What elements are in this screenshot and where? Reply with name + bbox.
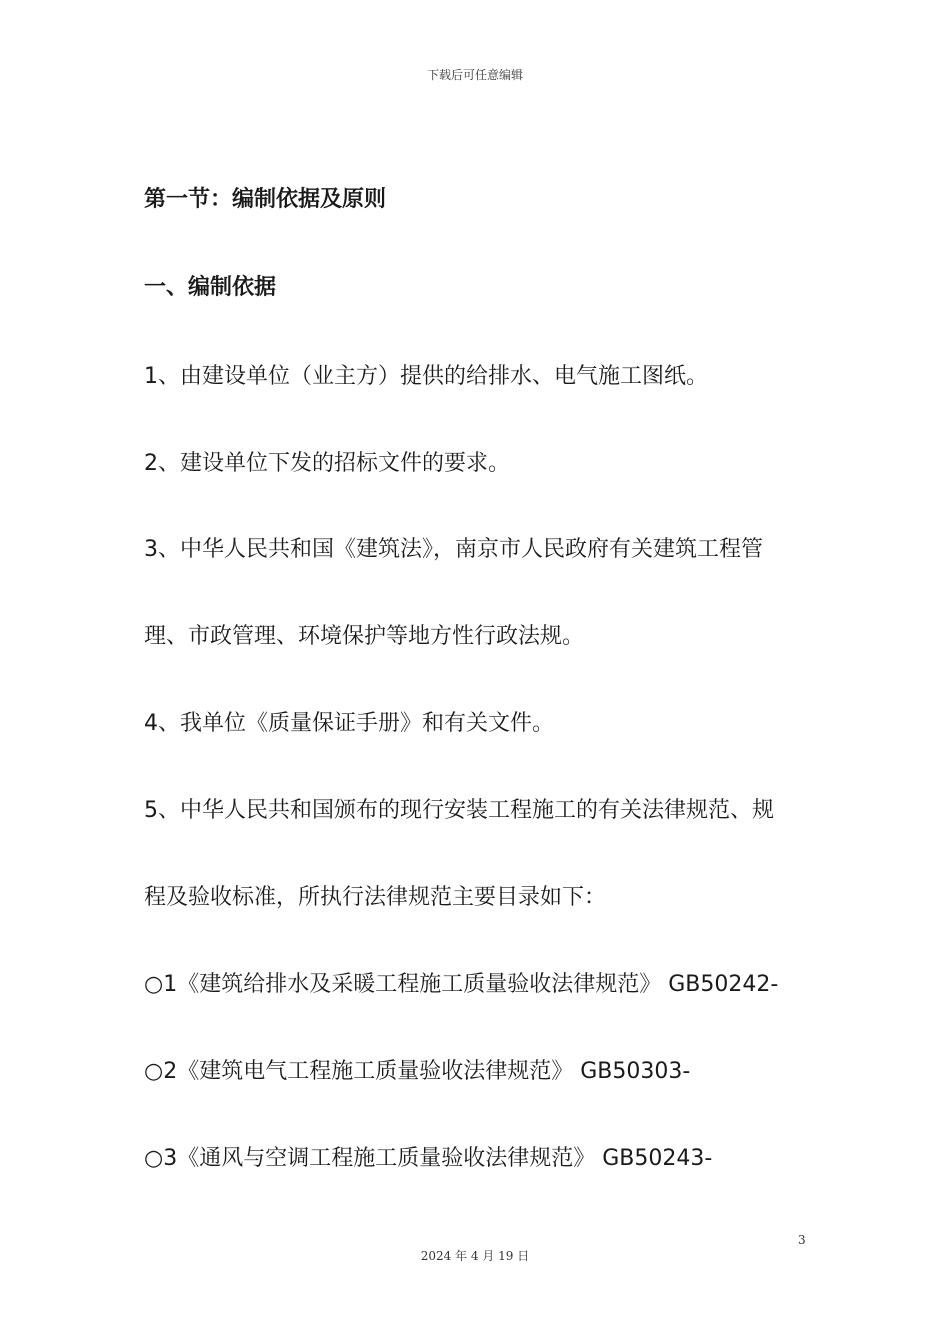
paragraph-line: 1、由建设单位（业主方）提供的给排水、电气施工图纸。 [144, 364, 708, 389]
paragraph-line: 3、中华人民共和国《建筑法》，南京市人民政府有关建筑工程管 [144, 537, 763, 562]
paragraph-line: 理、市政管理、环境保护等地方性行政法规。 [144, 624, 585, 649]
subsection-title: 一、编制依据 [144, 275, 277, 300]
regulation-list-item: ○2《建筑电气工程施工质量验收法律规范》 GB50303- [144, 1059, 691, 1084]
regulation-list-item: ○1《建筑给排水及采暖工程施工质量验收法律规范》 GB50242- [144, 972, 779, 997]
paragraph-line: 2、建设单位下发的招标文件的要求。 [144, 451, 510, 476]
footer-date: 2024 年 4 月 19 日 [420, 1249, 530, 1263]
regulation-list-item: ○3《通风与空调工程施工质量验收法律规范》 GB50243- [144, 1146, 713, 1171]
page-number: 3 [798, 1233, 806, 1247]
paragraph-line: 5、中华人民共和国颁布的现行安装工程施工的有关法律规范、规 [144, 798, 774, 823]
section-title: 第一节：编制依据及原则 [144, 187, 387, 212]
paragraph-line: 程及验收标准，所执行法律规范主要目录如下： [144, 885, 607, 910]
page-header: 下载后可任意编辑 [426, 68, 523, 82]
paragraph-line: 4、我单位《质量保证手册》和有关文件。 [144, 711, 554, 736]
